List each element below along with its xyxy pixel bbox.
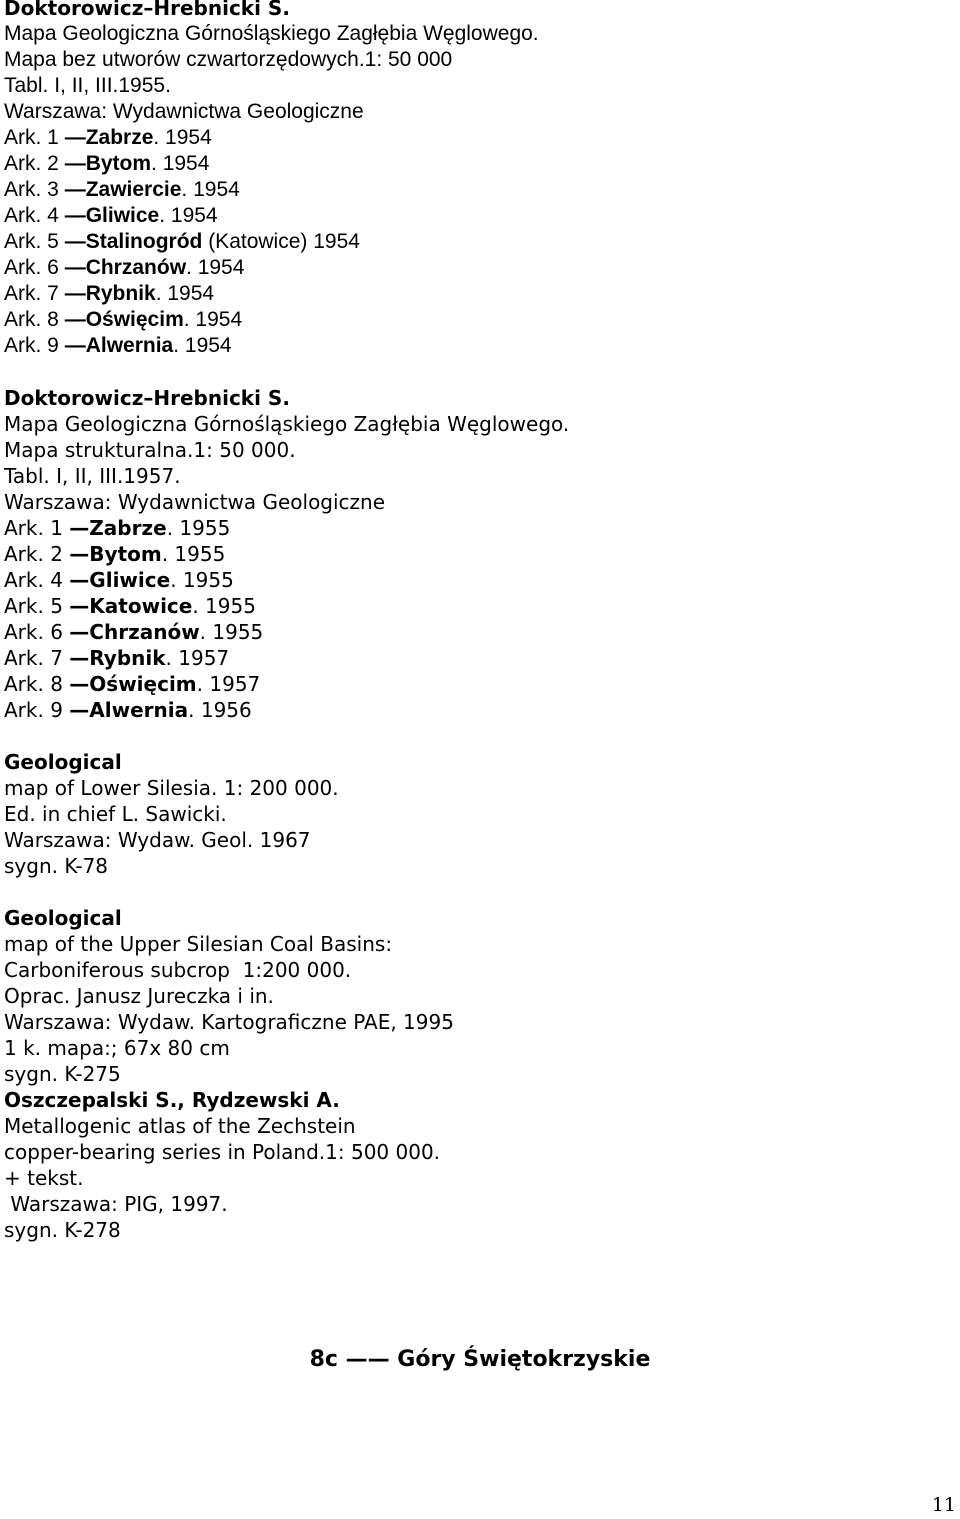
sheet-line bbox=[4, 255, 954, 281]
sheet-line bbox=[4, 593, 954, 619]
sheet-year: . 1954 bbox=[181, 178, 240, 201]
entry-line: copper-bearing series in Poland.1: 500 000. bbox=[4, 1140, 441, 1164]
entry-author: Oszczepalski S., Rydzewski A. bbox=[4, 1088, 340, 1112]
sheet-number: Ark. 1 bbox=[4, 516, 70, 540]
sheet-name: —Stalinogród bbox=[64, 230, 203, 253]
entry-author: Doktorowicz–Hrebnicki S. bbox=[4, 0, 290, 20]
sheet-number: Ark. 6 bbox=[4, 620, 70, 644]
sheet-name: —Alwernia bbox=[69, 698, 189, 722]
section-heading: 8c —— Góry Świętokrzyskie bbox=[309, 1347, 651, 1372]
sheet-year: . 1954 bbox=[151, 152, 210, 175]
sheet-number: Ark. 4 bbox=[4, 568, 70, 592]
spacer bbox=[4, 359, 954, 385]
sheet-year: . 1955 bbox=[192, 594, 256, 618]
sheet-line bbox=[4, 645, 954, 671]
entry-line: Oprac. Janusz Jureczka i in. bbox=[4, 984, 274, 1008]
sheet-line bbox=[4, 151, 954, 177]
sheet-year: . 1957 bbox=[165, 646, 230, 670]
entry-line: Warszawa: PIG, 1997. bbox=[4, 1192, 228, 1216]
page-number: 11 bbox=[931, 1494, 956, 1516]
sheet-name: —Bytom bbox=[69, 542, 162, 566]
sheet-name: —Bytom bbox=[64, 152, 152, 175]
sheet-year: . 1955 bbox=[166, 516, 231, 540]
sheet-name: —Katowice bbox=[69, 594, 193, 618]
sheet-year: . 1957 bbox=[196, 672, 261, 696]
sheet-number: Ark. 2 bbox=[4, 152, 65, 175]
sheet-year: . 1954 bbox=[186, 256, 245, 279]
entry-subtitle: Mapa strukturalna.1: 50 000. bbox=[4, 438, 296, 462]
sheet-number: Ark. 7 bbox=[4, 646, 70, 670]
entry-block-5 bbox=[4, 1087, 954, 1243]
sheet-line bbox=[4, 697, 954, 723]
entry-title: Mapa Geologiczna Górnośląskiego Zagłębia Węglowego. bbox=[4, 412, 570, 436]
sheet-number: Ark. 6 bbox=[4, 256, 65, 279]
entry-line: Warszawa: Wydaw. Kartograficzne PAE, 1995 bbox=[4, 1010, 454, 1034]
sheet-number: Ark. 1 bbox=[4, 126, 65, 149]
sheet-year: . 1955 bbox=[170, 568, 234, 592]
entry-call-number: sygn. K-275 bbox=[4, 1062, 121, 1086]
entry-author: Doktorowicz–Hrebnicki S. bbox=[4, 386, 290, 410]
sheet-number: Ark. 8 bbox=[4, 308, 65, 331]
sheet-line bbox=[4, 515, 954, 541]
sheet-name: —Zabrze bbox=[69, 516, 167, 540]
entry-line: Warszawa: Wydaw. Geol. 1967 bbox=[4, 828, 311, 852]
sheet-number: Ark. 2 bbox=[4, 542, 70, 566]
bibliography-page bbox=[4, 0, 954, 1243]
sheet-line bbox=[4, 177, 954, 203]
entry-line: 1 k. mapa:; 67x 80 cm bbox=[4, 1036, 230, 1060]
entry-line: map of the Upper Silesian Coal Basins: bbox=[4, 932, 393, 956]
sheet-line bbox=[4, 541, 954, 567]
sheet-name: —Alwernia bbox=[64, 334, 174, 357]
sheet-name: —Oświęcim bbox=[69, 672, 197, 696]
entry-line: Carboniferous subcrop 1:200 000. bbox=[4, 958, 352, 982]
entry-heading: Geological bbox=[4, 906, 122, 930]
sheet-name: —Rybnik bbox=[64, 282, 156, 305]
sheet-line bbox=[4, 203, 954, 229]
entry-subtitle: Mapa bez utworów czwartorzędowych.1: 50 000 bbox=[4, 48, 453, 71]
entry-tables: Tabl. I, II, III.1957. bbox=[4, 464, 181, 488]
sheet-year: . 1955 bbox=[199, 620, 264, 644]
sheet-line bbox=[4, 333, 954, 359]
entry-title: Mapa Geologiczna Górnośląskiego Zagłębia Węglowego. bbox=[4, 22, 539, 45]
sheet-number: Ark. 3 bbox=[4, 178, 65, 201]
sheet-number: Ark. 4 bbox=[4, 204, 65, 227]
sheet-name: —Gliwice bbox=[69, 568, 171, 592]
entry-call-number: sygn. K-278 bbox=[4, 1218, 121, 1242]
entry-block-3 bbox=[4, 749, 954, 879]
sheet-year: . 1956 bbox=[188, 698, 252, 722]
sheet-line bbox=[4, 229, 954, 255]
entry-line: Metallogenic atlas of the Zechstein bbox=[4, 1114, 356, 1138]
sheet-name: —Oświęcim bbox=[64, 308, 184, 331]
sheet-year: . 1954 bbox=[153, 126, 212, 149]
entry-line: Ed. in chief L. Sawicki. bbox=[4, 802, 227, 826]
sheet-number: Ark. 5 bbox=[4, 594, 70, 618]
spacer bbox=[4, 723, 954, 749]
entry-block-4 bbox=[4, 905, 954, 1087]
sheet-name: —Chrzanów bbox=[64, 256, 187, 279]
sheet-line bbox=[4, 307, 954, 333]
sheet-number: Ark. 8 bbox=[4, 672, 70, 696]
sheet-year: . 1954 bbox=[173, 334, 232, 357]
entry-publisher: Warszawa: Wydawnictwa Geologiczne bbox=[4, 490, 386, 514]
sheet-number: Ark. 7 bbox=[4, 282, 65, 305]
entry-call-number: sygn. K-78 bbox=[4, 854, 109, 878]
entry-heading: Geological bbox=[4, 750, 122, 774]
sheet-number: Ark. 9 bbox=[4, 334, 65, 357]
entry-line: map of Lower Silesia. 1: 200 000. bbox=[4, 776, 339, 800]
sheet-name: —Rybnik bbox=[69, 646, 166, 670]
sheet-line bbox=[4, 619, 954, 645]
sheet-year: . 1954 bbox=[155, 282, 215, 305]
sheet-name: —Zabrze bbox=[64, 126, 154, 149]
entry-block-2 bbox=[4, 385, 954, 723]
entry-tables: Tabl. I, II, III.1955. bbox=[4, 74, 171, 97]
sheet-year: (Katowice) 1954 bbox=[202, 230, 360, 253]
sheet-name: —Chrzanów bbox=[69, 620, 200, 644]
sheet-name: —Zawiercie bbox=[64, 178, 182, 201]
sheet-line bbox=[4, 567, 954, 593]
sheet-name: —Gliwice bbox=[64, 204, 160, 227]
sheet-year: . 1954 bbox=[159, 204, 218, 227]
sheet-line bbox=[4, 281, 954, 307]
sheet-year: . 1954 bbox=[183, 308, 243, 331]
entry-line: + tekst. bbox=[4, 1166, 84, 1190]
entry-block-1 bbox=[4, 0, 954, 359]
sheet-number: Ark. 5 bbox=[4, 230, 65, 253]
sheet-number: Ark. 9 bbox=[4, 698, 70, 722]
sheet-year: . 1955 bbox=[161, 542, 226, 566]
spacer bbox=[4, 879, 954, 905]
entry-publisher: Warszawa: Wydawnictwa Geologiczne bbox=[4, 100, 364, 123]
sheet-line bbox=[4, 671, 954, 697]
sheet-line bbox=[4, 125, 954, 151]
